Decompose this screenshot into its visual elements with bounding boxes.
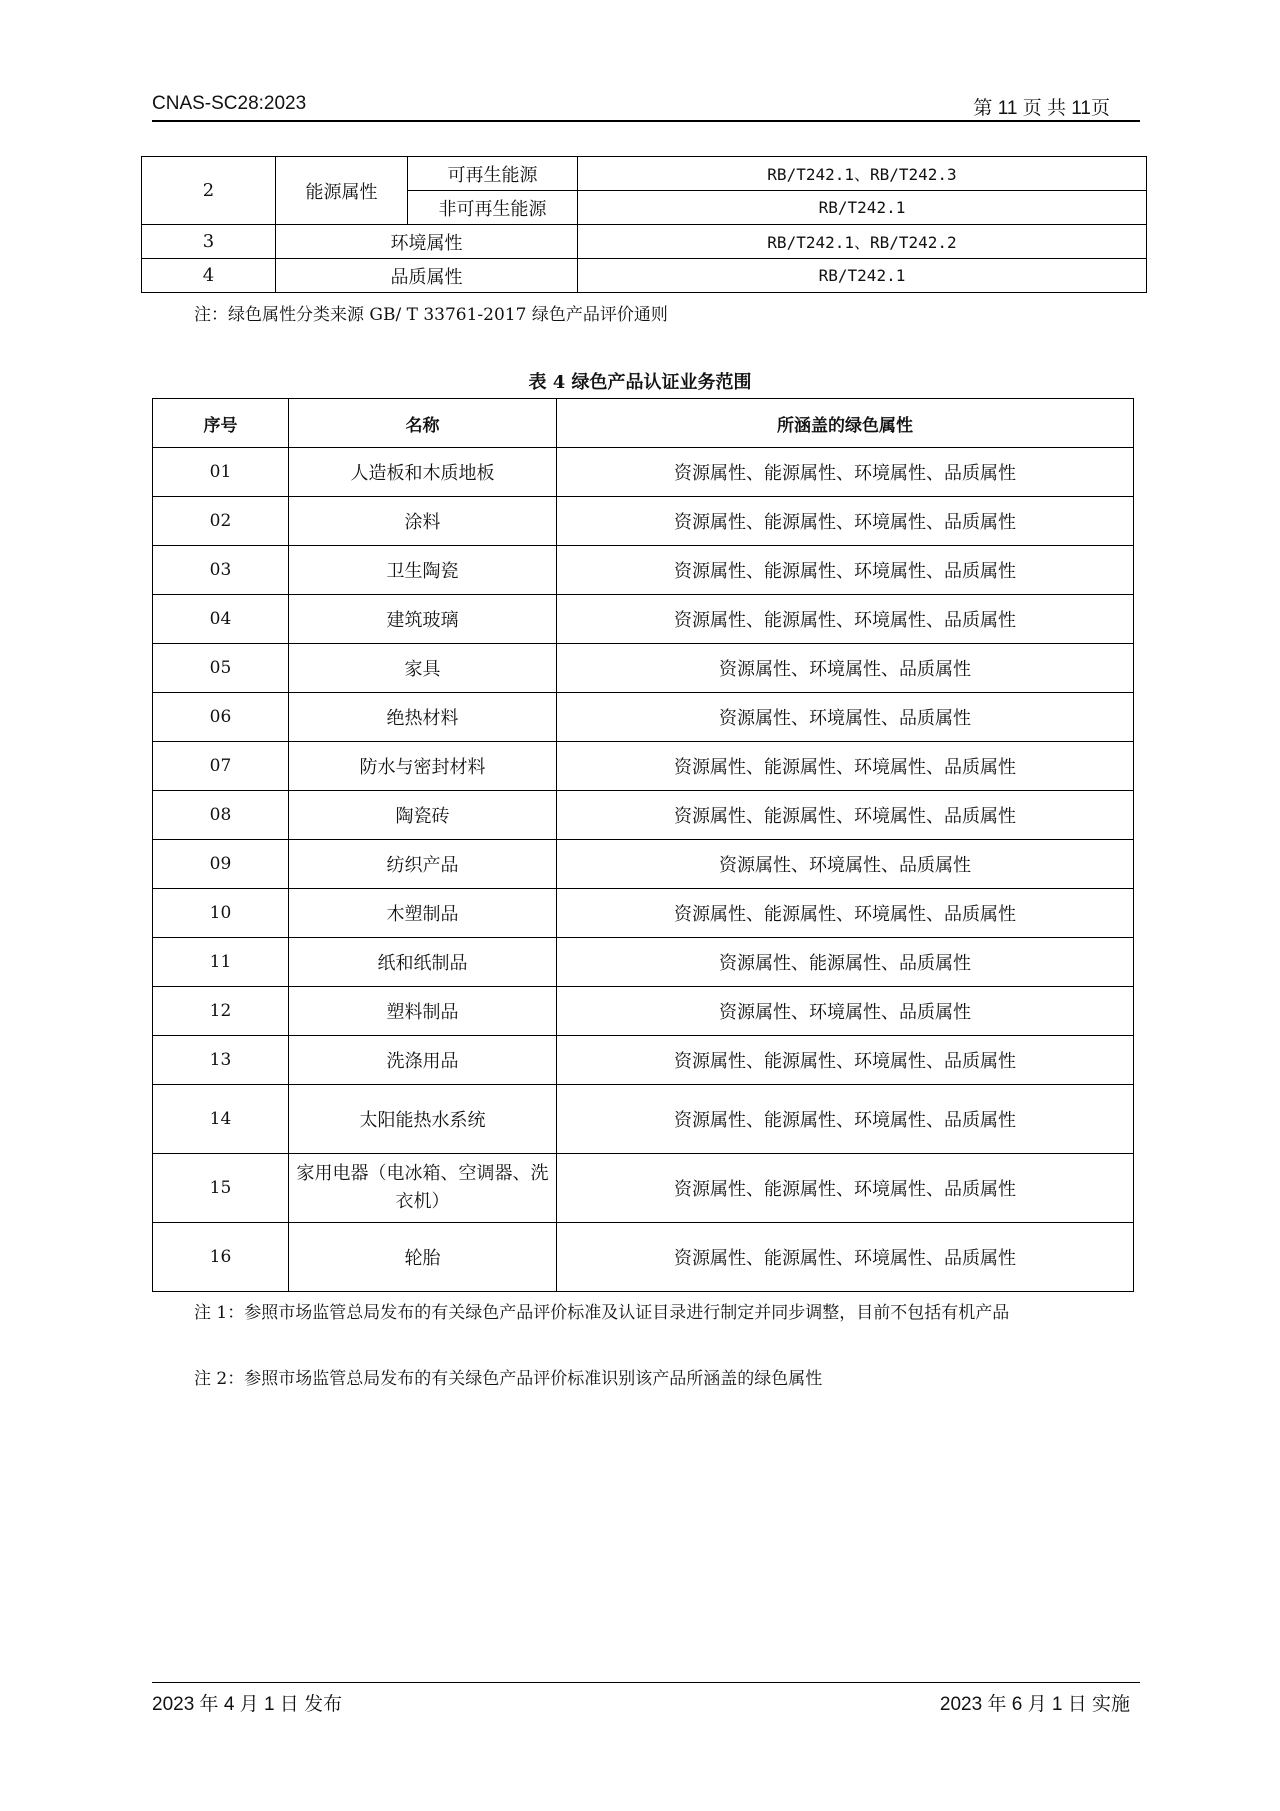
- row-number: 06: [153, 693, 289, 742]
- row-number: 10: [153, 889, 289, 938]
- standard-cell: RB/T242.1: [578, 191, 1147, 225]
- product-name: 塑料制品: [289, 987, 557, 1036]
- category-cell: 环境属性: [276, 225, 578, 259]
- page-footer: [152, 1682, 1140, 1713]
- table-row: [153, 938, 1134, 987]
- green-attributes: 资源属性、能源属性、环境属性、品质属性: [557, 889, 1134, 938]
- table-row: [153, 1036, 1134, 1085]
- implement-date: 2023 年 6 月 1 日 实施: [939, 1694, 1130, 1715]
- table-row: [142, 157, 1147, 191]
- product-name: 轮胎: [289, 1223, 557, 1292]
- green-attributes: 资源属性、环境属性、品质属性: [557, 840, 1134, 889]
- table-row: [153, 693, 1134, 742]
- row-number: 15: [153, 1154, 289, 1223]
- row-number: 08: [153, 791, 289, 840]
- row-number: 05: [153, 644, 289, 693]
- product-name: 陶瓷砖: [289, 791, 557, 840]
- product-name: 建筑玻璃: [289, 595, 557, 644]
- green-attributes: 资源属性、能源属性、环境属性、品质属性: [557, 595, 1134, 644]
- category-cell: 能源属性: [276, 157, 408, 225]
- product-name: 太阳能热水系统: [289, 1085, 557, 1154]
- category-cell: 品质属性: [276, 259, 578, 293]
- product-name: 木塑制品: [289, 889, 557, 938]
- row-number: 14: [153, 1085, 289, 1154]
- green-attributes: 资源属性、环境属性、品质属性: [557, 644, 1134, 693]
- row-number: 3: [142, 225, 276, 259]
- header-attributes: 所涵盖的绿色属性: [557, 399, 1134, 448]
- note-1: 注 1：参照市场监管总局发布的有关绿色产品评价标准及认证目录进行制定并同步调整，目前不包括有机产品: [194, 1303, 1010, 1323]
- row-number: 09: [153, 840, 289, 889]
- green-attributes: 资源属性、能源属性、环境属性、品质属性: [557, 791, 1134, 840]
- table-row: [153, 840, 1134, 889]
- table-header-row: [153, 399, 1134, 448]
- row-number: 2: [142, 157, 276, 225]
- table-row: [153, 595, 1134, 644]
- green-attributes: 资源属性、能源属性、环境属性、品质属性: [557, 1085, 1134, 1154]
- table-row: [142, 259, 1147, 293]
- table-row: [153, 1085, 1134, 1154]
- green-attributes: 资源属性、能源属性、品质属性: [557, 938, 1134, 987]
- green-attributes: 资源属性、能源属性、环境属性、品质属性: [557, 1036, 1134, 1085]
- table-row: [142, 225, 1147, 259]
- green-attributes: 资源属性、能源属性、环境属性、品质属性: [557, 1154, 1134, 1223]
- publish-date: 2023 年 4 月 1 日 发布: [152, 1694, 343, 1715]
- green-attributes: 资源属性、能源属性、环境属性、品质属性: [557, 497, 1134, 546]
- header-name: 名称: [289, 399, 557, 448]
- row-number: 01: [153, 448, 289, 497]
- table-row: [153, 742, 1134, 791]
- green-attributes: 资源属性、环境属性、品质属性: [557, 693, 1134, 742]
- row-number: 11: [153, 938, 289, 987]
- green-attributes: 资源属性、能源属性、环境属性、品质属性: [557, 742, 1134, 791]
- green-attributes: 资源属性、能源属性、环境属性、品质属性: [557, 1223, 1134, 1292]
- product-name: 卫生陶瓷: [289, 546, 557, 595]
- table-row: [153, 497, 1134, 546]
- standard-cell: RB/T242.1、RB/T242.2: [578, 225, 1147, 259]
- row-number: 12: [153, 987, 289, 1036]
- product-name: 洗涤用品: [289, 1036, 557, 1085]
- note-2: 注 2：参照市场监管总局发布的有关绿色产品评价标准识别该产品所涵盖的绿色属性: [194, 1369, 823, 1389]
- row-number: 16: [153, 1223, 289, 1292]
- table-row: [153, 448, 1134, 497]
- row-number: 07: [153, 742, 289, 791]
- product-name: 涂料: [289, 497, 557, 546]
- attribute-standard-table: [141, 156, 1147, 293]
- product-name: 绝热材料: [289, 693, 557, 742]
- green-attributes: 资源属性、能源属性、环境属性、品质属性: [557, 448, 1134, 497]
- product-name: 家具: [289, 644, 557, 693]
- doc-code: CNAS-SC28:2023: [152, 93, 307, 114]
- table-row: [153, 791, 1134, 840]
- header-number: 序号: [153, 399, 289, 448]
- product-name: 纺织产品: [289, 840, 557, 889]
- table-row: [153, 1223, 1134, 1292]
- green-attributes: 资源属性、环境属性、品质属性: [557, 987, 1134, 1036]
- product-name: 家用电器（电冰箱、空调器、洗衣机）: [289, 1154, 557, 1223]
- certification-scope-table: [152, 398, 1134, 1292]
- table-row: [153, 987, 1134, 1036]
- table3-note: 注：绿色属性分类来源 GB/ T 33761-2017 绿色产品评价通则: [194, 305, 668, 325]
- standard-cell: RB/T242.1、RB/T242.3: [578, 157, 1147, 191]
- table-row: [153, 546, 1134, 595]
- row-number: 03: [153, 546, 289, 595]
- row-number: 4: [142, 259, 276, 293]
- product-name: 防水与密封材料: [289, 742, 557, 791]
- subcategory-cell: 非可再生能源: [408, 191, 578, 225]
- table-row: [153, 1154, 1134, 1223]
- product-name: 人造板和木质地板: [289, 448, 557, 497]
- standard-cell: RB/T242.1: [578, 259, 1147, 293]
- page-info: 第 11 页 共 11页: [973, 98, 1110, 119]
- page-header: [152, 90, 1140, 122]
- table-caption: 表 4 绿色产品认证业务范围: [528, 372, 752, 393]
- subcategory-cell: 可再生能源: [408, 157, 578, 191]
- row-number: 13: [153, 1036, 289, 1085]
- product-name: 纸和纸制品: [289, 938, 557, 987]
- table-row: [153, 889, 1134, 938]
- row-number: 02: [153, 497, 289, 546]
- green-attributes: 资源属性、能源属性、环境属性、品质属性: [557, 546, 1134, 595]
- row-number: 04: [153, 595, 289, 644]
- table-row: [153, 644, 1134, 693]
